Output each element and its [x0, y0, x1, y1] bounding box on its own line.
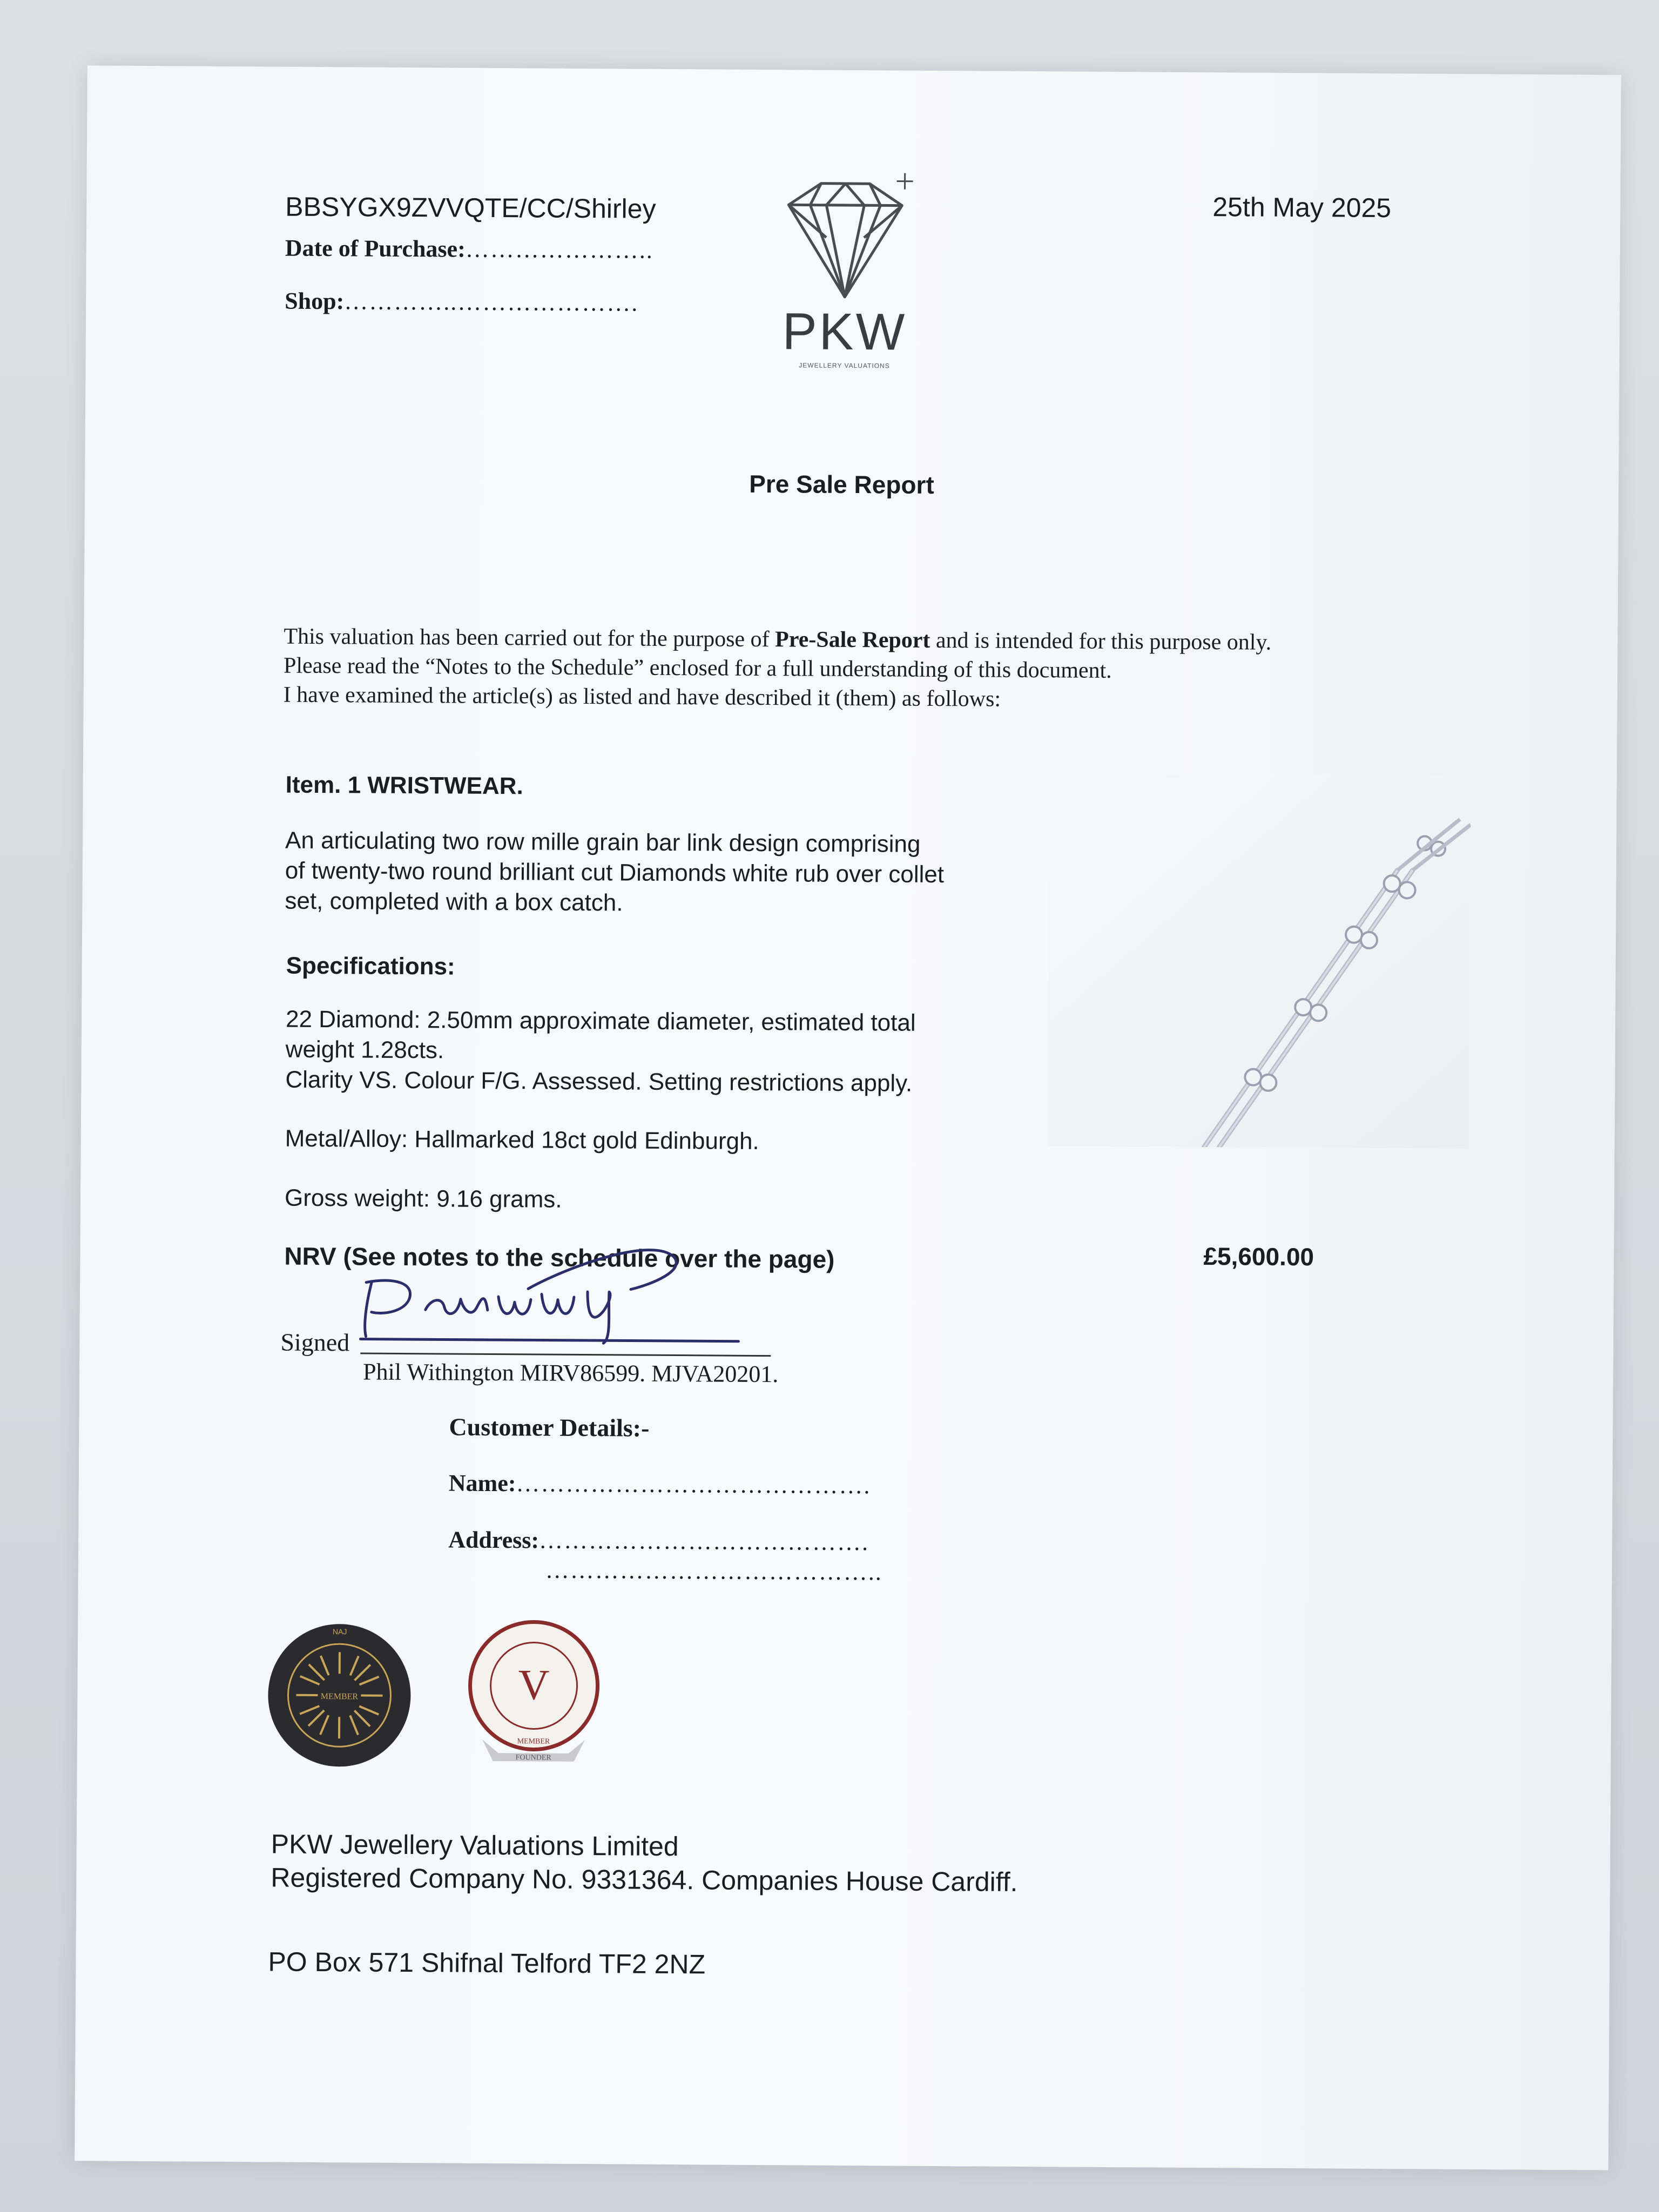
signatory-name: Phil Withington MIRV86599. MJVA20201.	[362, 1358, 779, 1388]
customer-address-dots: ………………………………….	[538, 1527, 869, 1556]
customer-address-dots-line-2: …………………………………..	[545, 1556, 883, 1586]
spec-line: weight 1.28cts.	[285, 1036, 444, 1064]
document-page	[75, 65, 1621, 2170]
customer-name-dots: …………………………………….	[516, 1470, 871, 1499]
company-name: PKW Jewellery Valuations Limited	[271, 1829, 679, 1862]
date-of-purchase-label: Date of Purchase:	[285, 234, 466, 262]
metal-alloy: Metal/Alloy: Hallmarked 18ct gold Edinburgh.	[285, 1125, 759, 1155]
jva-member-text: MEMBER	[517, 1737, 550, 1746]
reference-number: BBSYGX9ZVVQTE/CC/Shirley	[285, 191, 656, 224]
handwritten-signature	[349, 1201, 761, 1355]
nrv-label: NRV (See notes to the schedule over the page)	[284, 1242, 835, 1273]
intro-paragraph	[284, 622, 1526, 717]
date-of-purchase-dots: …………………..	[465, 235, 653, 264]
naj-member-seal	[266, 1622, 413, 1769]
intro-line-1-pre: This valuation has been carried out for the purpose of	[284, 624, 775, 652]
company-info	[271, 1827, 1018, 1899]
customer-address-field	[448, 1526, 869, 1556]
page-title: Pre Sale Report	[749, 469, 934, 499]
intro-line-1-post: and is intended for this purpose only.	[930, 628, 1272, 655]
item-heading: Item. 1 WRISTWEAR.	[285, 771, 523, 800]
company-address: PO Box 571 Shifnal Telford TF2 2NZ	[268, 1946, 706, 1980]
report-date: 25th May 2025	[1212, 192, 1392, 224]
pkw-logo	[761, 167, 929, 370]
customer-address-label: Address:	[448, 1526, 539, 1554]
jva-center-letter: V	[518, 1661, 550, 1709]
naj-top-text: NAJ	[332, 1627, 347, 1636]
signed-label: Signed	[280, 1328, 350, 1357]
logo-text: PKW	[782, 302, 907, 361]
description-line: of twenty-two round brilliant cut Diamonds white rub over collet	[285, 857, 945, 888]
company-registration: Registered Company No. 9331364. Companies House Cardiff.	[271, 1862, 1018, 1897]
customer-details-heading: Customer Details:-	[449, 1413, 650, 1442]
jva-founder-text: FOUNDER	[515, 1754, 551, 1762]
jva-member-seal	[466, 1618, 602, 1776]
description-line: set, completed with a box catch.	[285, 887, 623, 916]
description-line: An articulating two row mille grain bar link design comprising	[285, 827, 921, 858]
logo-subtext: JEWELLERY VALUATIONS	[799, 361, 890, 370]
specifications-heading: Specifications:	[286, 952, 455, 980]
spec-line: Clarity VS. Colour F/G. Assessed. Setting restrictions apply.	[285, 1066, 913, 1097]
naj-center-text: MEMBER	[320, 1692, 359, 1702]
diamond-icon	[761, 167, 929, 308]
shop-label: Shop:	[285, 287, 345, 315]
item-description	[285, 826, 1041, 921]
shop-dots: …………..………………….	[344, 288, 639, 316]
intro-line-2: Please read the “Notes to the Schedule” enclosed for a full understanding of this document.	[283, 653, 1112, 683]
gross-weight: Gross weight: 9.16 grams.	[284, 1184, 562, 1213]
nrv-value: £5,600.00	[1203, 1242, 1314, 1271]
customer-name-field	[449, 1469, 871, 1499]
intro-line-3: I have examined the article(s) as listed and have described it (them) as follows:	[283, 682, 1001, 712]
date-of-purchase-field	[285, 234, 653, 264]
specifications-text	[285, 1004, 1042, 1100]
shop-field	[285, 287, 638, 317]
intro-line-1-bold: Pre-Sale Report	[774, 627, 930, 653]
bracelet-photo	[1048, 773, 1471, 1149]
spec-line: 22 Diamond: 2.50mm approximate diameter, estimated total	[285, 1006, 916, 1036]
customer-name-label: Name:	[448, 1469, 516, 1497]
